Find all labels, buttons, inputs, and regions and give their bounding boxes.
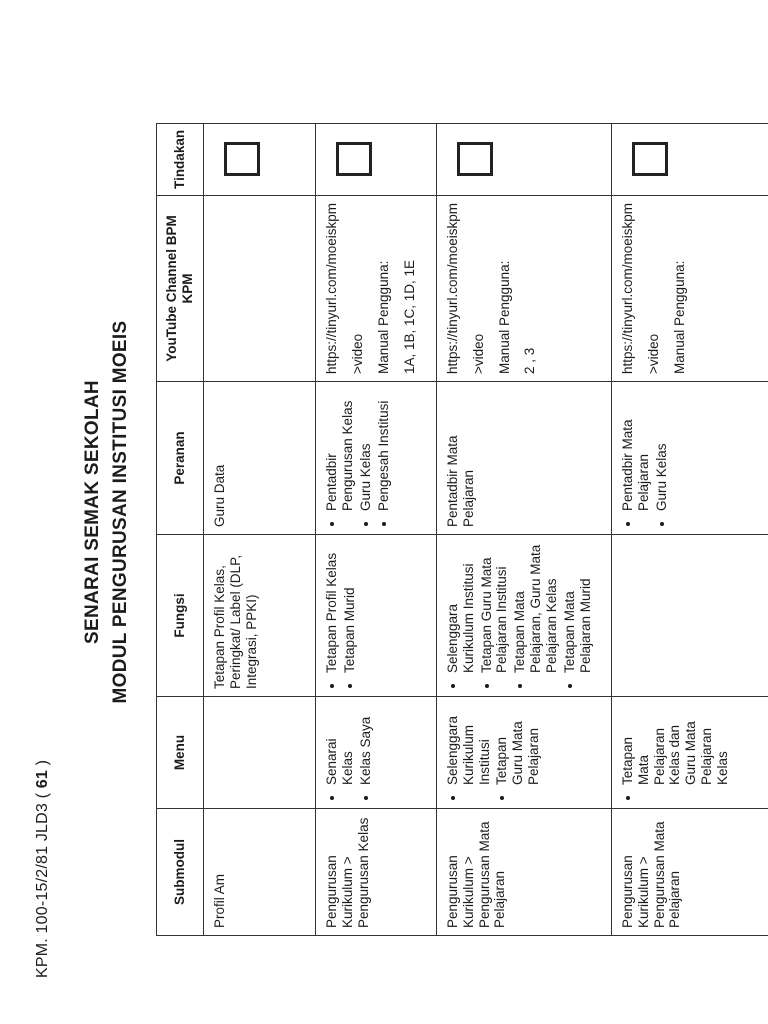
fungsi-item: • Tetapan Mata Pelajaran Murid [562, 542, 594, 673]
table-row [611, 123, 768, 935]
fungsi-cell [436, 535, 611, 697]
tindakan-cell [436, 123, 611, 195]
table-row [204, 123, 316, 935]
submodul-text: Pengurusan Kurikulum > Pengurusan Mata Pelajaran [619, 821, 683, 928]
fungsi-list [445, 542, 594, 689]
youtube-line: Manual Pengguna: [671, 260, 687, 374]
page-subtitle: MODUL PENGURUSAN INSTITUSI MOEIS [110, 320, 131, 704]
tindakan-cell [204, 123, 316, 195]
menu-item: • Senarai Kelas [324, 704, 356, 785]
menu-list [324, 704, 374, 801]
fungsi-cell [204, 535, 316, 697]
action-checkbox[interactable] [457, 142, 493, 176]
submodul-text: Profil Am [212, 873, 227, 928]
header-fungsi: Fungsi [157, 535, 204, 697]
menu-list [445, 704, 543, 801]
youtube-line: >video [349, 333, 365, 374]
youtube-cell [204, 195, 316, 381]
fungsi-cell [316, 535, 437, 697]
submodul-cell [316, 809, 437, 936]
peranan-cell [316, 382, 437, 535]
fungsi-list [324, 542, 358, 689]
fungsi-item: • Tetapan Mata Pelajaran, Guru Mata Pelajaran Kelas [512, 542, 560, 673]
youtube-cell [316, 195, 437, 381]
peranan-item: • Pentadbir Pengurusan Kelas [324, 389, 356, 511]
youtube-line: 2 , 3 [522, 347, 538, 374]
menu-list [620, 704, 731, 801]
peranan-list [324, 389, 392, 527]
youtube-cell [436, 195, 611, 381]
fungsi-item: • Tetapan Murid [342, 542, 358, 673]
youtube-link[interactable]: https://tinyurl.com/moeiskpm [619, 202, 635, 374]
peranan-text: Pentadbir Mata Pelajaran [444, 435, 476, 527]
youtube-line: Manual Pengguna: [375, 260, 391, 374]
tindakan-cell [611, 123, 768, 195]
peranan-item: • Pentadbir Mata Pelajaran [620, 389, 652, 511]
menu-cell [611, 697, 768, 809]
action-checkbox[interactable] [336, 142, 372, 176]
menu-item: • Tetapan Mata Pelajaran Kelas dan Guru Mata Pelajaran Kelas [620, 704, 731, 785]
table-row [316, 123, 437, 935]
peranan-cell [204, 382, 316, 535]
peranan-cell [611, 382, 768, 535]
youtube-line: >video [645, 333, 661, 374]
submodul-cell [204, 809, 316, 936]
youtube-line: 1A, 1B, 1C, 1D, 1E [401, 259, 417, 374]
peranan-item: • Guru Kelas [358, 389, 374, 511]
menu-cell [204, 697, 316, 809]
fungsi-item: • Tetapan Guru Mata Pelajaran Institusi [479, 542, 511, 673]
youtube-link[interactable]: https://tinyurl.com/moeiskpm [324, 202, 339, 374]
fungsi-item: • Tetapan Profil Kelas [324, 542, 340, 673]
action-checkbox[interactable] [632, 142, 668, 176]
menu-item: • Tetapan Guru Mata Pelajaran [494, 704, 542, 785]
tindakan-cell [316, 123, 437, 195]
youtube-cell [611, 195, 768, 381]
peranan-cell [436, 382, 611, 535]
submodul-cell [436, 809, 611, 936]
menu-item: • Selenggara Kurikulum Institusi [445, 704, 493, 785]
header-submodul: Submodul [157, 809, 204, 936]
youtube-link[interactable]: https://tinyurl.com/moeiskpm [444, 202, 460, 374]
header-menu: Menu [157, 697, 204, 809]
menu-cell [316, 697, 437, 809]
menu-cell [436, 697, 611, 809]
action-checkbox[interactable] [224, 142, 260, 176]
youtube-line: Manual Pengguna: [496, 260, 512, 374]
submodul-cell [611, 809, 768, 936]
header-peranan: Peranan [157, 382, 204, 535]
youtube-line: >video [470, 333, 486, 374]
table-row [436, 123, 611, 935]
fungsi-item: • Selenggara Kurikulum Institusi [445, 542, 477, 673]
page-title: SENARAI SEMAK SEKOLAH [82, 380, 103, 644]
peranan-item: • Guru Kelas [654, 389, 670, 511]
submodul-text: Pengurusan Kurikulum > Pengurusan Kelas [324, 817, 371, 928]
document-reference: KPM. 100-15/2/81 JLD3 ( 61 ) [34, 759, 51, 978]
submodul-text: Pengurusan Kurikulum > Pengurusan Mata Pelajaran [444, 821, 508, 928]
peranan-text: Guru Data [212, 464, 227, 527]
fungsi-cell [611, 535, 768, 697]
reference-number: 61 [34, 770, 51, 789]
peranan-item: • Pengesah Institusi [376, 389, 392, 511]
fungsi-text: Tetapan Profil Kelas, Peringkat/ Label (DLP, Integrasi, PPKI) [212, 554, 259, 689]
peranan-list [620, 389, 670, 527]
header-tindakan: Tindakan [157, 123, 204, 195]
checklist-table [156, 123, 768, 936]
header-youtube: YouTube Channel BPM KPM [157, 195, 204, 381]
menu-item: • Kelas Saya [358, 704, 374, 785]
header-row [157, 123, 204, 935]
